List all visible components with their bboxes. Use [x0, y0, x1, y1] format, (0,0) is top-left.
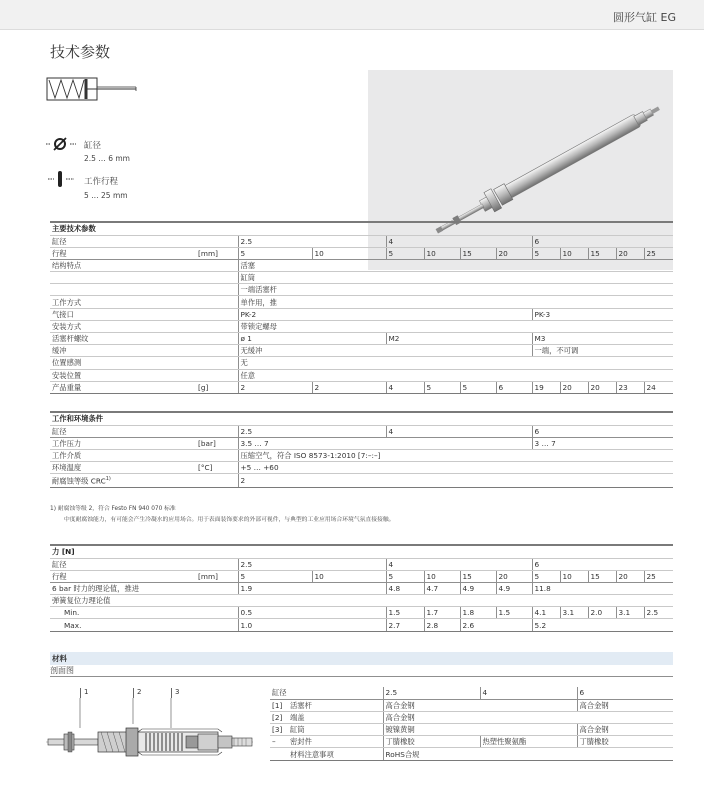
stroke-value: 15 [588, 247, 616, 259]
env-table-title: 工作和环境条件 [50, 412, 673, 425]
product-title: 圆形气缸 EG [613, 11, 676, 24]
cushion-value: 无缓冲 [238, 345, 532, 357]
stroke-value: 10 [312, 247, 386, 259]
force-value: 1.9 [238, 582, 386, 594]
bore-value: 2.5 [238, 235, 386, 247]
material-value: 丁腈橡胶 [383, 736, 480, 748]
page-title: 技术参数 [50, 43, 111, 61]
temp-value: +5 … +60 [238, 462, 673, 474]
cylinder-symbol-icon [46, 74, 138, 104]
min-value: 1.8 [460, 607, 496, 619]
bore-value: 2.5 [238, 558, 386, 570]
divider [50, 676, 673, 677]
thread-value: ø 1 [238, 333, 386, 345]
bore-value: 4 [386, 235, 532, 247]
bore-value: 6 [577, 687, 673, 699]
callout-2: 2 [133, 688, 147, 698]
stroke-unit: [mm] [196, 247, 238, 259]
main-spec-table [50, 221, 673, 394]
stroke-value: 15 [460, 247, 496, 259]
part-number: [2] [270, 711, 288, 723]
material-value: 镀镍黄铜 [383, 724, 577, 736]
part-name: 材料注意事项 [288, 748, 383, 760]
weight-value: 2 [312, 381, 386, 393]
weight-value: 5 [424, 381, 460, 393]
stroke-value: 10 [560, 570, 588, 582]
weight-label: 产品重量 [50, 381, 196, 393]
max-value: 1.0 [238, 619, 386, 631]
sensing-label: 位置感测 [50, 357, 238, 369]
weight-value: 4 [386, 381, 424, 393]
bore-value: 4 [386, 425, 532, 437]
part-number: [1] [270, 699, 288, 711]
bore-label: 缸径 [84, 141, 102, 151]
min-value: 1.5 [386, 607, 424, 619]
min-value: 1.5 [496, 607, 532, 619]
part-name: 活塞杆 [288, 699, 383, 711]
main-table-title: 主要技术参数 [50, 222, 673, 235]
material-value: 高合金钢 [577, 724, 673, 736]
callout-3: 3 [171, 688, 185, 698]
material-value: 高合金钢 [383, 699, 577, 711]
crc-label: 耐腐蚀等级 CRC$^{1)}$ [50, 474, 238, 487]
stroke-value: 5 [238, 570, 312, 582]
stroke-value: 10 [424, 247, 460, 259]
weight-value: 6 [496, 381, 532, 393]
stroke-value: 5 [386, 570, 424, 582]
max-value: 5.2 [532, 619, 673, 631]
position-label: 安装位置 [50, 369, 238, 381]
materials-subtitle: 剖面图 [50, 666, 74, 675]
callout-1: 1 [80, 688, 94, 698]
pressure-label: 工作压力 [50, 437, 196, 449]
mode-label: 工作方式 [50, 296, 238, 308]
stroke-value: 5 [386, 247, 424, 259]
bore-value: 2.5 [238, 425, 386, 437]
max-label: Max. [50, 619, 238, 631]
theory-force-label: 6 bar 时力的理论值，推进 [50, 582, 238, 594]
thread-label: 活塞杆螺纹 [50, 333, 238, 345]
material-value: 丁腈橡胶 [577, 736, 673, 748]
port-label: 气接口 [50, 308, 238, 320]
pressure-unit: [bar] [196, 437, 238, 449]
stroke-value: 20 [616, 570, 644, 582]
force-table-title: 力 [N] [50, 545, 673, 558]
stroke-value: 15 [588, 570, 616, 582]
medium-value: 压缩空气，符合 ISO 8573-1:2010 [7:–:–] [238, 449, 673, 461]
stroke-value: 10 [424, 570, 460, 582]
force-value: 4.9 [460, 582, 496, 594]
part-name: 缸筒 [288, 724, 383, 736]
min-value: 2.5 [644, 607, 673, 619]
bore-label: 缸径 [270, 687, 383, 699]
min-label: Min. [50, 607, 238, 619]
design-value: 活塞 [238, 259, 673, 271]
min-value: 3.1 [616, 607, 644, 619]
diameter-icon [46, 137, 78, 151]
crc-value: 2 [238, 474, 673, 487]
stroke-label: 行程 [50, 570, 196, 582]
cross-section-icon [46, 698, 256, 768]
material-value: 高合金钢 [577, 699, 673, 711]
force-value: 4.8 [386, 582, 424, 594]
pressure-value: 3 … 7 [532, 437, 673, 449]
force-table [50, 544, 673, 632]
bore-label: 缸径 [50, 235, 238, 247]
bore-value: 4 [480, 687, 577, 699]
position-value: 任意 [238, 369, 673, 381]
weight-value: 24 [644, 381, 673, 393]
cushion-value: 一端，不可调 [532, 345, 673, 357]
bore-value: 2.5 [383, 687, 480, 699]
medium-label: 工作介质 [50, 449, 238, 461]
cushion-label: 缓冲 [50, 345, 238, 357]
part-name: 密封件 [288, 736, 383, 748]
part-name: 端盖 [288, 711, 383, 723]
stroke-value: 15 [460, 570, 496, 582]
design-value: 缸筒 [238, 272, 673, 284]
bore-value: 6 [532, 425, 673, 437]
stroke-label: 工作行程 [84, 177, 119, 187]
pressure-value: 3.5 … 7 [238, 437, 532, 449]
min-value: 1.7 [424, 607, 460, 619]
max-value: 2.7 [386, 619, 424, 631]
weight-value: 5 [460, 381, 496, 393]
stroke-range: 5 … 25 mm [84, 191, 128, 200]
part-number [270, 748, 288, 760]
stroke-unit: [mm] [196, 570, 238, 582]
stroke-value: 25 [644, 570, 673, 582]
sensing-value: 无 [238, 357, 673, 369]
mounting-value: 带锁定螺母 [238, 320, 673, 332]
min-value: 2.0 [588, 607, 616, 619]
thread-value: M2 [386, 333, 532, 345]
mounting-label: 安装方式 [50, 320, 238, 332]
stroke-value: 5 [532, 570, 560, 582]
min-value: 3.1 [560, 607, 588, 619]
max-value: 2.6 [460, 619, 532, 631]
stroke-value: 25 [644, 247, 673, 259]
footnote-1: 1) 耐腐蚀等级 2，符合 Festo FN 940 070 标准 [50, 506, 176, 512]
weight-value: 20 [588, 381, 616, 393]
part-number: [3] [270, 724, 288, 736]
mode-value: 单作用，推 [238, 296, 673, 308]
force-value: 11.8 [532, 582, 673, 594]
stroke-value: 20 [496, 570, 532, 582]
bore-label: 缸径 [50, 425, 238, 437]
force-value: 4.9 [496, 582, 532, 594]
bore-label: 缸径 [50, 558, 238, 570]
bore-value: 6 [532, 235, 673, 247]
port-value: PK-2 [238, 308, 532, 320]
temp-label: 环境温度 [50, 462, 196, 474]
stroke-value: 10 [312, 570, 386, 582]
material-value: 高合金钢 [383, 711, 673, 723]
weight-value: 19 [532, 381, 560, 393]
stroke-value: 5 [532, 247, 560, 259]
material-value: 热塑性聚氨酯 [480, 736, 577, 748]
weight-value: 23 [616, 381, 644, 393]
design-value: 一端活塞杆 [238, 284, 673, 296]
stroke-value: 20 [496, 247, 532, 259]
stroke-icon [46, 170, 78, 188]
materials-table [270, 687, 673, 761]
min-value: 4.1 [532, 607, 560, 619]
spring-force-label: 弹簧复位力理论值 [50, 595, 238, 607]
bore-value: 6 [532, 558, 673, 570]
bore-value: 4 [386, 558, 532, 570]
weight-unit: [g] [196, 381, 238, 393]
header-bar [0, 0, 704, 30]
stroke-value: 10 [560, 247, 588, 259]
part-number: – [270, 736, 288, 748]
min-value: 0.5 [238, 607, 386, 619]
temp-unit: [°C] [196, 462, 238, 474]
port-value: PK-3 [532, 308, 673, 320]
bore-range: 2.5 … 6 mm [84, 154, 130, 163]
thread-value: M3 [532, 333, 673, 345]
material-value: RoHS合规 [383, 748, 673, 760]
force-value: 4.7 [424, 582, 460, 594]
materials-title: 材料 [50, 652, 673, 665]
stroke-label: 行程 [50, 247, 196, 259]
weight-value: 20 [560, 381, 588, 393]
env-table [50, 411, 673, 488]
footnote-2: 中度耐腐蚀能力，有可能会产生冷凝水的应用场合。用于表面装饰要求的外部可视件，与典型的工业应用场合环境气氛直接接触。 [64, 517, 395, 523]
max-value: 2.8 [424, 619, 460, 631]
stroke-value: 5 [238, 247, 312, 259]
design-label: 结构特点 [50, 259, 238, 271]
weight-value: 2 [238, 381, 312, 393]
stroke-value: 20 [616, 247, 644, 259]
